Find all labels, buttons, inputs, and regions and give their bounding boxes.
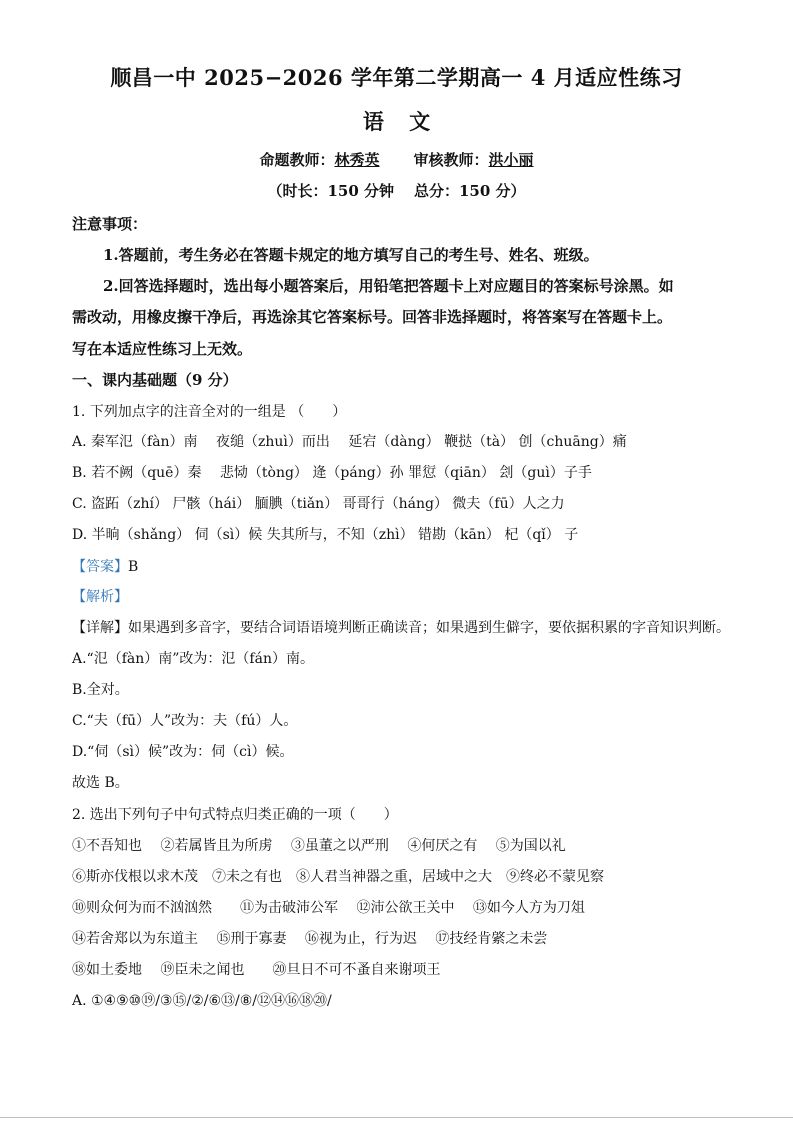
q1-option-a: A. 秦军氾（fàn）南 夜缒（zhuì）而出 延宕（dàng） 鞭挞（tà） 创（chuāng）痛 xyxy=(72,434,627,450)
page-bottom-rule xyxy=(0,1117,793,1118)
duration: （时长：150 分钟 xyxy=(267,182,394,200)
answer-value: B xyxy=(128,559,139,575)
setter-name: 林秀英 xyxy=(334,151,380,169)
q1-conclusion: 故选 B。 xyxy=(72,775,129,791)
section-heading: 一、课内基础题（9 分） xyxy=(72,371,238,389)
total-score: 总分：150 分） xyxy=(414,182,526,200)
q2-row-1: ①不吾知也 ②若属皆且为所虏 ③虽董之以严刑 ④何厌之有 ⑤为国以礼 xyxy=(72,838,566,854)
q2-option-a: A. ①④⑨⑩⑲/③⑮/②/⑥⑬/⑧/⑫⑭⑯⑱⑳/ xyxy=(72,993,332,1009)
note-item-2-end: 写在本适应性练习上无效。 xyxy=(72,340,253,358)
exam-timing xyxy=(0,180,793,201)
q2-row-4: ⑭若舍郑以为东道主 ⑮刑于寡妻 ⑯视为止，行为迟 ⑰技经肯綮之未尝 xyxy=(72,931,548,947)
q1-fix-b: B.全对。 xyxy=(72,682,129,698)
q1-fix-d: D.“伺（sì）候”改为：伺（cì）候。 xyxy=(72,744,294,760)
notes-heading: 注意事项： xyxy=(72,215,148,233)
q2-row-2: ⑥斯亦伐根以求木茂 ⑦未之有也 ⑧人君当神器之重，居域中之大 ⑨终必不蒙见察 xyxy=(72,869,604,885)
q1-answer xyxy=(72,556,138,576)
note-item-2: 2.回答选择题时，选出每小题答案后，用铅笔把答题卡上对应题目的答案标号涂黑。如 xyxy=(103,277,674,295)
q1-detail xyxy=(72,617,730,637)
setter-label: 命题教师： xyxy=(259,151,335,169)
q2-row-3: ⑩则众何为而不汹汹然 ⑪为击破沛公军 ⑫沛公欲王关中 ⑬如今人方为刀俎 xyxy=(72,900,585,916)
exam-title: 顺昌一中 2025−2026 学年第二学期高一 4 月适应性练习 xyxy=(110,65,683,90)
q1-option-b: B. 若不阙（quē）秦 悲恸（tòng） 逄（páng）孙 罪愆（qiān） 刽（guì）子手 xyxy=(72,465,592,481)
q1-fix-c: C.“夫（fū）人”改为：夫（fú）人。 xyxy=(72,713,298,729)
q2-stem: 2. 选出下列句子中句式特点归类正确的一项（ ） xyxy=(72,807,398,823)
reviewer-label: 审核教师： xyxy=(413,151,489,169)
detail-tag: 【详解】 xyxy=(72,620,128,636)
answer-tag: 【答案】 xyxy=(72,559,128,575)
q1-stem: 1. 下列加点字的注音全对的一组是 （ ） xyxy=(72,404,347,420)
q1-option-c: C. 盗跖（zhí） 尸骸（hái） 腼腆（tiǎn） 哥哥行（háng） 微夫（fū）人之力 xyxy=(72,496,565,512)
teacher-info xyxy=(0,149,793,170)
q1-fix-a: A.“氾（fàn）南”改为：氾（fán）南。 xyxy=(72,651,314,667)
analysis-tag: 【解析】 xyxy=(72,589,128,605)
detail-text: 如果遇到多音字，要结合词语语境判断正确读音；如果遇到生僻字，要依据积累的字音知识判断。 xyxy=(128,620,730,636)
q1-option-d: D. 半晌（shǎng） 伺（sì）候 失其所与，不知（zhì） 错勘（kān） 杞（qǐ） 子 xyxy=(72,527,579,543)
note-item-1: 1.答题前，考生务必在答题卡规定的地方填写自己的考生号、姓名、班级。 xyxy=(103,246,599,264)
reviewer-name: 洪小丽 xyxy=(488,151,534,169)
q2-row-5: ⑱如土委地 ⑲臣未之闻也 ⑳旦日不可不蚤自来谢项王 xyxy=(72,962,441,978)
note-item-2-cont: 需改动，用橡皮擦干净后，再选涂其它答案标号。回答非选择题时，将答案写在答题卡上。 xyxy=(72,308,673,326)
subject-title: 语 文 xyxy=(362,109,431,134)
